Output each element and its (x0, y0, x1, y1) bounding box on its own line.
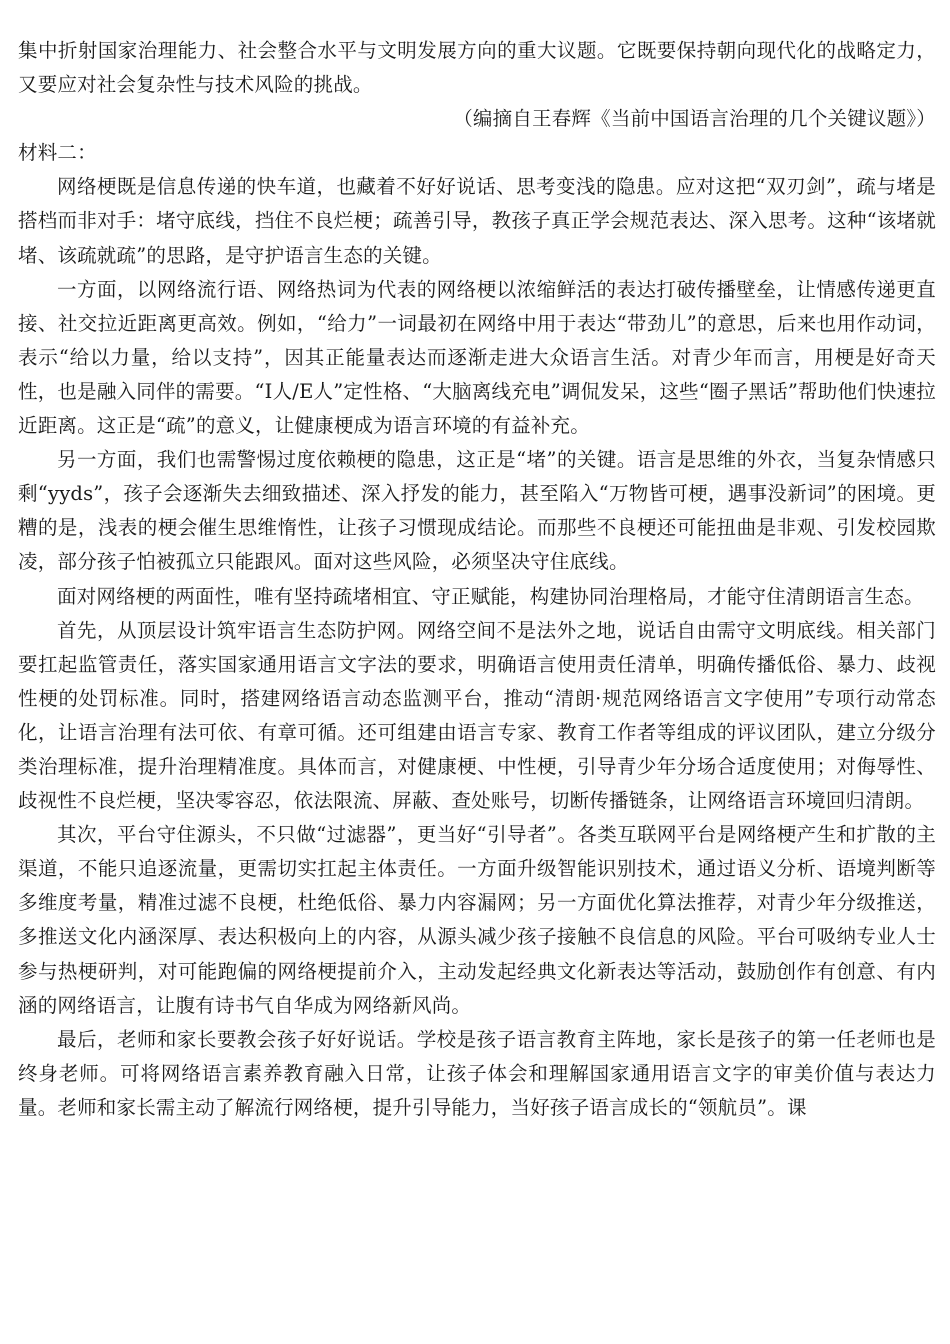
body-paragraph: 最后，老师和家长要教会孩子好好说话。学校是孩子语言教育主阵地，家长是孩子的第一任老师也是终身老师。可将网络语言素养教育融入日常，让孩子体会和理解国家通用语言文字的审美价值与表达力量。老师和家长需主动了解流行网络梗，提升引导能力，当好孩子语言成长的“领航员”。课 (18, 1027, 936, 1119)
source-citation: （编摘自王春辉《当前中国语言治理的几个关键议题》） (453, 107, 936, 131)
document-page (18, 34, 936, 1125)
body-paragraph: 另一方面，我们也需警惕过度依赖梗的隐患，这正是“堵”的关键。语言是思维的外衣，当复杂情感只剩“yyds”，孩子会逐渐失去细致描述、深入抒发的能力，甚至陷入“万物皆可梗，遇事没新词”的困境。更糟的是，浅表的梗会催生思维惰性，让孩子习惯现成结论。而那些不良梗还可能扭曲是非观、引发校园欺凌，部分孩子怕被孤立只能跟风。面对这些风险，必须坚决守住底线。 (18, 448, 936, 574)
body-paragraph: 面对网络梗的两面性，唯有坚持疏堵相宜、守正赋能，构建协同治理格局，才能守住清朗语言生态。 (57, 584, 924, 608)
body-paragraph: 首先，从顶层设计筑牢语言生态防护网。网络空间不是法外之地，说话自由需守文明底线。相关部门要扛起监管责任，落实国家通用语言文字法的要求，明确语言使用责任清单，明确传播低俗、暴力、歧视性梗的处罚标准。同时，搭建网络语言动态监测平台，推动“清朗·规范网络语言文字使用”专项行动常态化，让语言治理有法可依、有章可循。还可组建由语言专家、教育工作者等组成的评议团队，建立分级分类治理标准，提升治理精准度。具体而言，对健康梗、中性梗，引导青少年分场合适度使用；对侮辱性、歧视性不良烂梗，坚决零容忍，依法限流、屏蔽、查处账号，切断传播链条，让网络语言环境回归清朗。 (18, 618, 936, 813)
body-paragraph: 其次，平台守住源头，不只做“过滤器”，更当好“引导者”。各类互联网平台是网络梗产生和扩散的主渠道，不能只追逐流量，更需切实扛起主体责任。一方面升级智能识别技术，通过语义分析、语境判断等多维度考量，精准过滤不良梗，杜绝低俗、暴力内容漏网；另一方面优化算法推荐，对青少年分级推送，多推送文化内涵深厚、表达积极向上的内容，从源头减少孩子接触不良信息的风险。平台可吸纳专业人士参与热梗研判，对可能跑偏的网络梗提前介入，主动发起经典文化新表达等活动，鼓励创作有创意、有内涵的网络语言，让腹有诗书气自华成为网络新风尚。 (18, 823, 936, 1017)
opening-paragraph: 集中折射国家治理能力、社会整合水平与文明发展方向的重大议题。它既要保持朝向现代化的战略定力，又要应对社会复杂性与技术风险的挑战。 (18, 39, 936, 97)
section-label: 材料二： (18, 141, 97, 165)
body-paragraph: 网络梗既是信息传递的快车道，也藏着不好好说话、思考变浅的隐患。应对这把“双刃剑”，疏与堵是搭档而非对手：堵守底线，挡住不良烂梗；疏善引导，教孩子真正学会规范表达、深入思考。这种“该堵就堵、该疏就疏”的思路，是守护语言生态的关键。 (18, 175, 936, 267)
body-paragraph: 一方面，以网络流行语、网络热词为代表的网络梗以浓缩鲜活的表达打破传播壁垒，让情感传递更直接、社交拉近距离更高效。例如，“给力”一词最初在网络中用于表达“带劲儿”的意思，后来也用作动词，表示“给以力量，给以支持”，因其正能量表达而逐渐走进大众语言生活。对青少年而言，用梗是好奇天性，也是融入同伴的需要。“I人/E人”定性格、“大脑离线充电”调侃发呆，这些“圈子黑话”帮助他们快速拉近距离。这正是“疏”的意义，让健康梗成为语言环境的有益补充。 (18, 277, 936, 438)
